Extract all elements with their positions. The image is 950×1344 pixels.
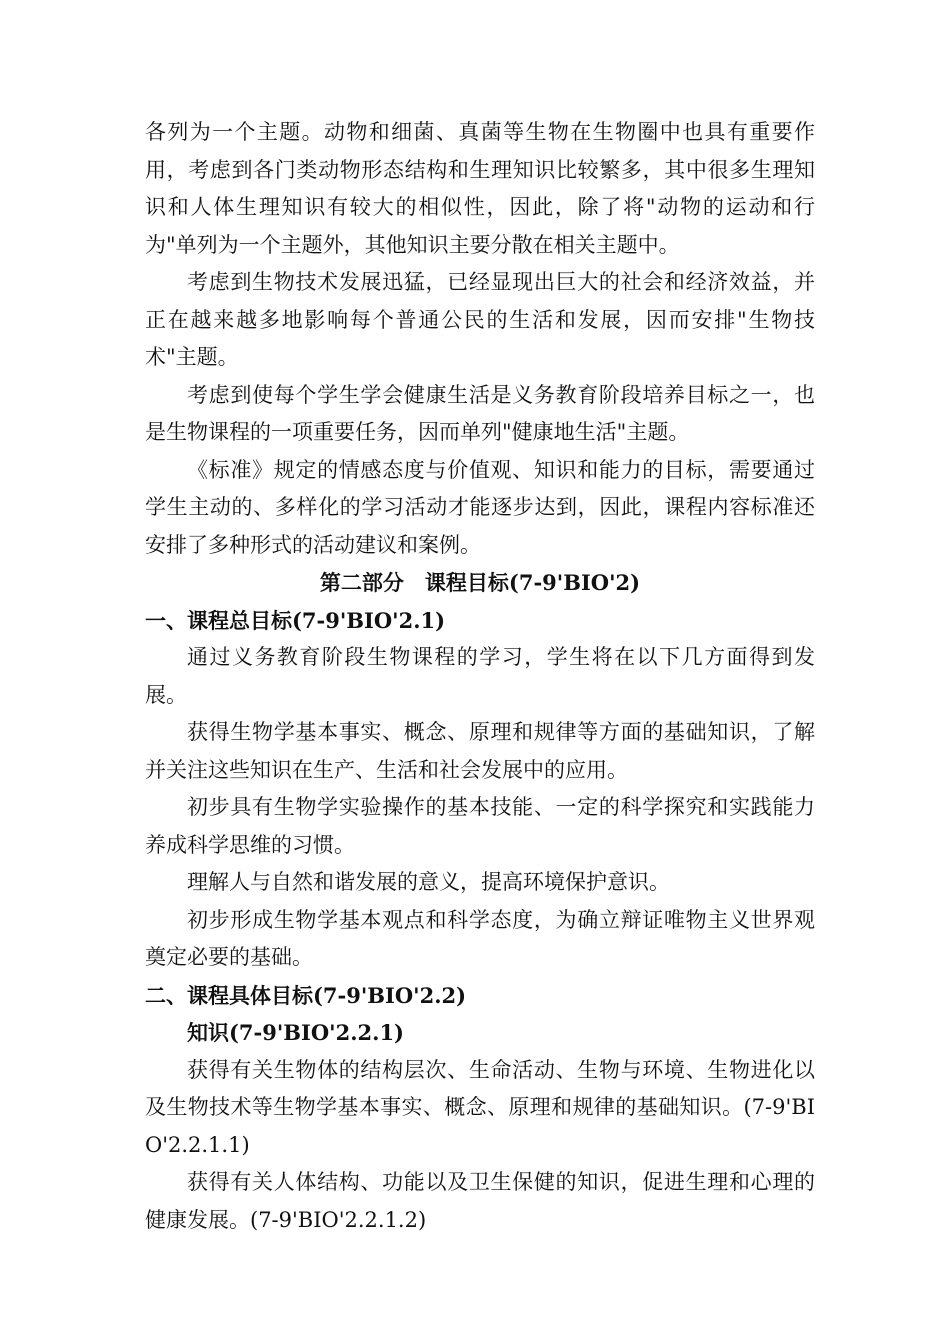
document-body xyxy=(145,114,815,1239)
goals-paragraph: 理解人与自然和谐发展的意义，提高环境保护意识。 xyxy=(187,870,670,894)
goals-paragraph: 通过义务教育阶段生物课程的学习，学生将在以下几方面得到发展。 xyxy=(145,645,815,707)
part-title: 第二部分 课程目标(7-9'BIO'2) xyxy=(319,570,641,595)
section-title-general-goals: 一、课程总目标(7-9'BIO'2.1) xyxy=(145,607,446,633)
paragraph-continuation: 各列为一个主题。动物和细菌、真菌等生物在生物圈中也具有重要作用，考虑到各门类动物形态结构和生理知识比较繁多，其中很多生理知识和人体生理知识有较大的相似性，因此，除了将"动物的运动和行为"单列为一个主题外，其他知识主要分散在相关主题中。 xyxy=(145,120,815,257)
paragraph-biotech: 考虑到生物技术发展迅猛，已经显现出巨大的社会和经济效益，并正在越来越多地影响每个普通公民的生活和发展，因而安排"生物技术"主题。 xyxy=(145,270,815,369)
knowledge-paragraph: 获得有关生物体的结构层次、生命活动、生物与环境、生物进化以及生物技术等生物学基本事实、概念、原理和规律的基础知识。(7-9'BIO'2.2.1.1) xyxy=(145,1057,815,1157)
subsection-title-knowledge: 知识(7-9'BIO'2.2.1) xyxy=(187,1020,404,1045)
goals-paragraph: 获得生物学基本事实、概念、原理和规律等方面的基础知识，了解并关注这些知识在生产、生活和社会发展中的应用。 xyxy=(145,720,815,782)
section-title-specific-goals: 二、课程具体目标(7-9'BIO'2.2) xyxy=(145,982,467,1008)
knowledge-paragraph: 获得有关人体结构、功能以及卫生保健的知识，促进生理和心理的健康发展。(7-9'BIO'2.2.1.2) xyxy=(145,1170,815,1232)
goals-paragraph: 初步具有生物学实验操作的基本技能、一定的科学探究和实践能力养成科学思维的习惯。 xyxy=(145,795,815,857)
goals-paragraph: 初步形成生物学基本观点和科学态度，为确立辩证唯物主义世界观奠定必要的基础。 xyxy=(145,907,815,969)
paragraph-standard: 《标准》规定的情感态度与价值观、知识和能力的目标，需要通过学生主动的、多样化的学习活动才能逐步达到，因此，课程内容标准还安排了多种形式的活动建议和案例。 xyxy=(145,457,815,557)
paragraph-health: 考虑到使每个学生学会健康生活是义务教育阶段培养目标之一，也是生物课程的一项重要任务，因而单列"健康地生活"主题。 xyxy=(145,382,815,444)
